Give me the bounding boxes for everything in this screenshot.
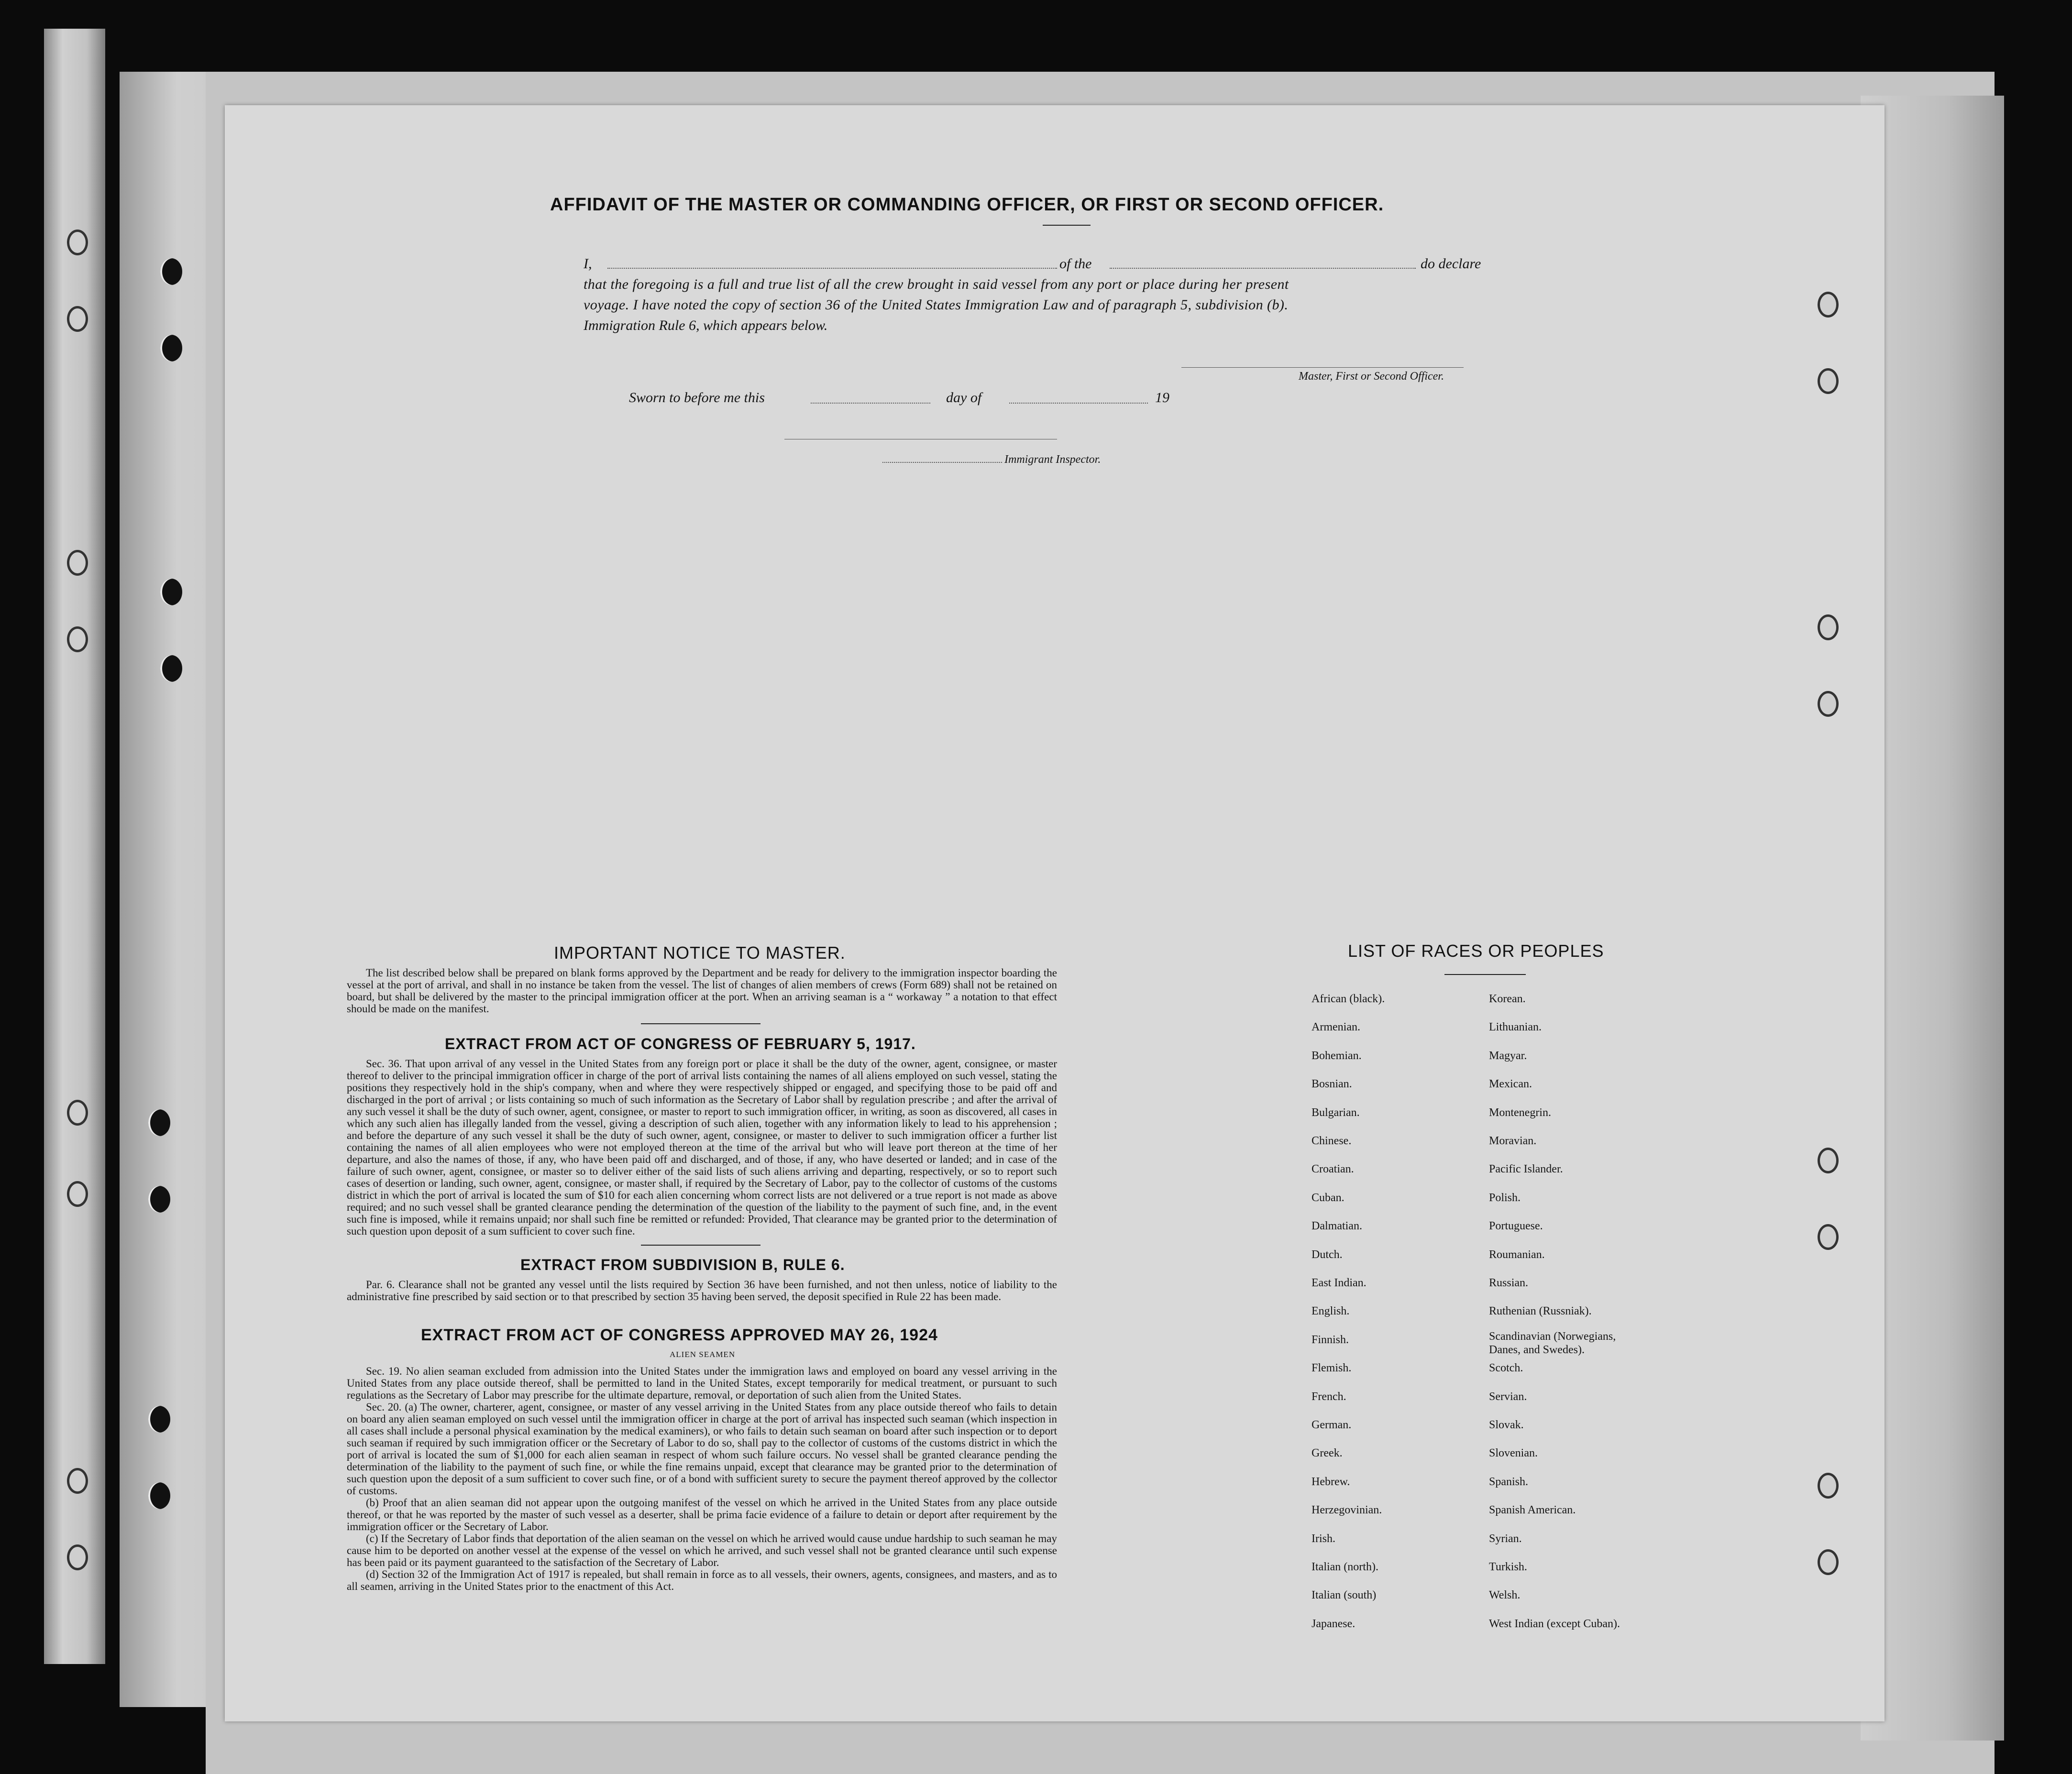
race-item: Roumanian. — [1489, 1248, 1545, 1261]
race-item: African (black). — [1312, 993, 1385, 1005]
affidavit-i: I, — [584, 256, 592, 272]
punch-hole — [1818, 1148, 1839, 1173]
month-blank — [1009, 403, 1148, 404]
sec20a-text: Sec. 20. (a) The owner, charterer, agent, consignee, or master of any vessel arriving in the United States from any place outside thereof who fails to detain on board any alien seaman employed on such vessel until the immigration officer in charge at the port of arrival has inspected such seaman (which inspection in all cases shall include a personal physical examination by the medical examiners), or who fails to detain such seaman on board after such inspection or to deport such seaman if required by such immigration officer or the Secretary of Labor to do so, shall pay to the collector of customs of the customs district in which the port of arrival is located the sum of $1,000 for each alien seaman in respect of whom such failure occurs. No vessel shall be granted clearance pending the determination of the liability to the payment of such fine, or while the fine remains unpaid, except that clearance may be granted prior to the determination of such question upon the deposit of a sum sufficient to cover such fine, or of a bond with sufficient surety to secure the payment thereof approved by the collector of customs. — [347, 1401, 1057, 1497]
binder-hole — [67, 550, 88, 576]
punch-hole — [1818, 292, 1839, 318]
sec20d-text: (d) Section 32 of the Immigration Act of 1917 is repealed, but shall remain in force as to all vessels, their owners, agents, consignees, and masters, and as to all seamen, arriving in the United States prior to the enactment of this Act. — [347, 1568, 1057, 1592]
race-item: Greek. — [1312, 1447, 1343, 1460]
race-item: Scandinavian (Norwegians, Danes, and Swedes). — [1489, 1330, 1616, 1356]
race-item: Polish. — [1489, 1191, 1521, 1204]
vessel-blank — [1110, 268, 1416, 269]
race-item: Dalmatian. — [1312, 1220, 1362, 1233]
race-item: Finnish. — [1312, 1333, 1349, 1346]
divider — [1444, 974, 1526, 975]
race-item: Slovak. — [1489, 1419, 1524, 1431]
signature-label: Master, First or Second Officer. — [1299, 370, 1444, 383]
divider — [1043, 225, 1091, 226]
binder-hole — [148, 1186, 170, 1213]
race-item: Turkish. — [1489, 1561, 1527, 1573]
punch-hole — [1818, 614, 1839, 640]
race-item: Portuguese. — [1489, 1220, 1543, 1233]
race-item: Scotch. — [1489, 1362, 1523, 1375]
race-item: English. — [1312, 1305, 1350, 1318]
race-item: Flemish. — [1312, 1362, 1352, 1375]
act1924-title: EXTRACT FROM ACT OF CONGRESS APPROVED MAY 26, 1924 — [421, 1326, 938, 1344]
binder-hole — [148, 1482, 170, 1509]
affidavit-line2: that the foregoing is a full and true list of all the crew brought in said vessel from any port or place during her present — [584, 276, 1289, 292]
act1917-text: Sec. 36. That upon arrival of any vessel in the United States from any foreign port or place it shall be the duty of the owner, agent, consignee, or master thereof to deliver to the principal immigration officer in charge of the port of arrival lists containing the names of all aliens employed on such vessel, stating the positions they respectively hold in the ship's company, when and where they were respectively shipped or engaged, and specifying those to be paid off and discharged in the port of arrival ; or lists containing so much of such information as the Secretary of Labor shall by regulation prescribe ; and after the arrival of any such vessel it shall be the duty of such owner, agent, consignee, or master to report to such immigration officer, in writing, as soon as discovered, all cases in which any such alien has illegally landed from the vessel, giving a description of such alien, together with any information likely to lead to his apprehension ; and before the departure of any such vessel it shall be the duty of such owner, agent, consignee, or master to deliver to such immigration officer a further list containing the names of all alien employees who were not employed thereon at the time of the arrival but who will leave port thereon at the time of her departure, and also the names of those, if any, who have been paid off and discharged, and of those, if any, who have deserted or landed; and in case of the failure of such owner, agent, consignee, or master so to deliver either of the said lists of such aliens arriving and departing, respectively, or so to report such cases of desertion or landing, such owner, agent, consignee, or master shall, if required by the Secretary of Labor, pay to the collector of customs of the customs district in which the port of arrival is located the sum of $10 for each alien concerning whom correct lists are not delivered or a true report is not made as above required; and no such vessel shall be granted clearance pending the determination of the question of the liability to the payment of such fine, and, in the event such fine is imposed, while it remains unpaid; nor shall such fine be remitted or refunded: Provided, That clearance may be granted prior to the determination of such question upon deposit of a sum sufficient to cover such fine. — [347, 1058, 1057, 1237]
race-item: Slovenian. — [1489, 1447, 1538, 1460]
name-blank — [607, 268, 1057, 269]
affidavit-title: AFFIDAVIT OF THE MASTER OR COMMANDING OFFICER, OR FIRST OR SECOND OFFICER. — [550, 195, 1384, 215]
race-item: Chinese. — [1312, 1135, 1352, 1147]
race-item: Welsh. — [1489, 1589, 1521, 1602]
binder-hole — [148, 1109, 170, 1136]
inspector-line — [882, 462, 1002, 463]
binder-hole — [160, 258, 182, 285]
race-item: Herzegovinian. — [1312, 1504, 1382, 1517]
race-item: Moravian. — [1489, 1135, 1537, 1147]
sworn-prefix: Sworn to before me this — [629, 390, 765, 405]
affidavit-line4: Immigration Rule 6, which appears below. — [584, 318, 828, 333]
binder-hole — [160, 579, 182, 605]
race-item: Bohemian. — [1312, 1049, 1362, 1062]
punch-hole — [1818, 1473, 1839, 1499]
race-item: Cuban. — [1312, 1191, 1345, 1204]
signature-line — [1181, 367, 1464, 368]
race-item: Armenian. — [1312, 1021, 1360, 1034]
divider — [641, 1245, 760, 1246]
binder-hole — [67, 306, 88, 332]
affidavit-line3: voyage. I have noted the copy of section 36 of the United States Immigration Law and of paragraph 5, subdivision (b). — [584, 297, 1289, 313]
race-item: Servian. — [1489, 1390, 1527, 1403]
act1924-body — [347, 1365, 1057, 1592]
binder-hole — [67, 1544, 88, 1570]
sec20c-text: (c) If the Secretary of Labor finds that deportation of the alien seaman on the vessel on which he arrived would cause undue hardship to such seaman he may cause him to be deported on another vessel at the expense of the vessel on which he arrived, and such vessel shall not be granted clearance until such expense has been paid or its payment guaranteed to the satisfaction of the Secretary of Labor. — [347, 1533, 1057, 1568]
rule6-text: Par. 6. Clearance shall not be granted any vessel until the lists required by Section 36 have been furnished, and not then unless, notice of liability to the administrative fine prescribed by said section or to that prescribed by section 35 having been served, the deposit specified in Rule 22 has been made. — [347, 1279, 1057, 1303]
race-item: German. — [1312, 1419, 1352, 1431]
race-item: Syrian. — [1489, 1532, 1522, 1545]
race-item: Bulgarian. — [1312, 1106, 1360, 1119]
race-item: Ruthenian (Russniak). — [1489, 1305, 1592, 1318]
race-item: Lithuanian. — [1489, 1021, 1542, 1034]
race-item: Mexican. — [1489, 1078, 1532, 1091]
race-item: Hebrew. — [1312, 1475, 1350, 1488]
day-blank — [811, 403, 930, 404]
punch-hole — [1818, 691, 1839, 717]
divider — [641, 1023, 760, 1024]
sec19-text: Sec. 19. No alien seaman excluded from admission into the United States under the immigration laws and employed on board any vessel arriving in the United States from any place outside thereof, shall be permitted to land in the United States, except temporarily for medical treatment, or pursuant to such regulations as the Secretary of Labor may prescribe for the ultimate departure, removal, or deportation of such alien from the United States. — [347, 1365, 1057, 1401]
race-item: Magyar. — [1489, 1049, 1527, 1062]
race-item: Italian (north). — [1312, 1561, 1378, 1573]
race-item: Italian (south) — [1312, 1589, 1377, 1602]
act1917-title: EXTRACT FROM ACT OF CONGRESS OF FEBRUARY 5, 1917. — [445, 1035, 916, 1052]
sec20b-text: (b) Proof that an alien seaman did not appear upon the outgoing manifest of the vessel on which he arrived in the United States from any place outside thereof, or that he was reported by the master of such vessel as a deserter, shall be prima facie evidence of a failure to detain or deport after requirement by the immigration officer or the Secretary of Labor. — [347, 1497, 1057, 1533]
race-item: Croatian. — [1312, 1163, 1354, 1176]
race-item: Irish. — [1312, 1532, 1335, 1545]
inspector-label: Immigrant Inspector. — [1004, 453, 1101, 466]
race-item: Spanish. — [1489, 1475, 1529, 1488]
affidavit-declare: do declare — [1421, 256, 1481, 272]
notice-body — [347, 967, 1057, 1015]
race-item: East Indian. — [1312, 1277, 1367, 1289]
binder-hole — [67, 230, 88, 255]
race-item: French. — [1312, 1390, 1346, 1403]
binder-strip — [44, 29, 105, 1664]
race-item: Montenegrin. — [1489, 1106, 1551, 1119]
sworn-day-of: day of — [946, 390, 982, 405]
act1924-subtitle: ALIEN SEAMEN — [670, 1350, 736, 1359]
rule6-body — [347, 1279, 1057, 1303]
race-item: Spanish American. — [1489, 1504, 1576, 1517]
race-item: Japanese. — [1312, 1617, 1356, 1630]
binder-hole — [67, 1468, 88, 1494]
binder-hole — [67, 1181, 88, 1207]
sworn-year: 19 — [1155, 390, 1169, 405]
notice-text: The list described below shall be prepared on blank forms approved by the Department and be ready for delivery to the immigration inspector boarding the vessel at the port of arrival, and shall in no instance be taken from the vessel. The list of changes of alien members of crews (Form 689) shall not be retained on board, but shall be delivered by the master to the principal immigration officer at the port. When an arriving seaman is a “ workaway ” a notation to that effect should be made on the manifest. — [347, 967, 1057, 1015]
punch-hole — [1818, 1549, 1839, 1575]
binder-hole — [67, 1100, 88, 1126]
race-item: Bosnian. — [1312, 1078, 1352, 1091]
binder-hole — [160, 335, 182, 361]
binder-hole — [160, 655, 182, 682]
act1917-body — [347, 1058, 1057, 1237]
race-item: Dutch. — [1312, 1248, 1343, 1261]
binder-hole — [148, 1406, 170, 1433]
race-item: Korean. — [1489, 993, 1526, 1005]
race-item: West Indian (except Cuban). — [1489, 1617, 1620, 1630]
rule6-title: EXTRACT FROM SUBDIVISION B, RULE 6. — [520, 1256, 845, 1273]
race-item: Pacific Islander. — [1489, 1163, 1563, 1176]
binder-hole — [67, 626, 88, 652]
race-item: Russian. — [1489, 1277, 1529, 1289]
notice-title: IMPORTANT NOTICE TO MASTER. — [554, 943, 846, 963]
affidavit-of-the: of the — [1059, 256, 1092, 272]
races-title: LIST OF RACES OR PEOPLES — [1348, 941, 1604, 961]
punch-hole — [1818, 368, 1839, 394]
punch-hole — [1818, 1224, 1839, 1250]
